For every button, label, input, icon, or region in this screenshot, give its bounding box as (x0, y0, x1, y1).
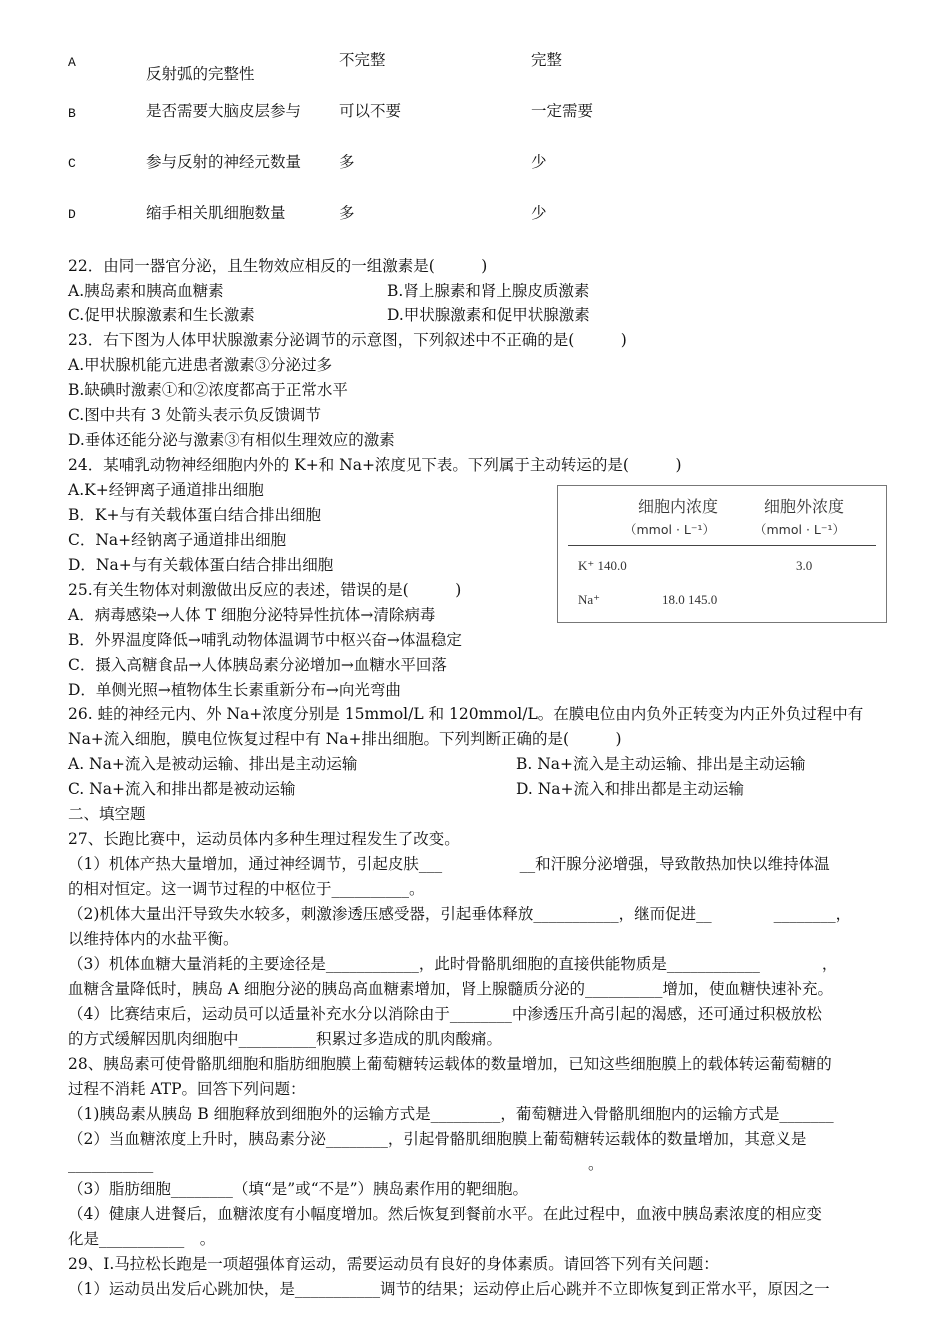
option-col2-d: 少 (531, 204, 547, 222)
q28-stem-line1: 28、胰岛素可使骨骼肌细胞和脂肪细胞膜上葡萄糖转运载体的数量增加，已知这些细胞膜上的载体转运葡萄糖的 (68, 1055, 832, 1073)
option-col2-a: 完整 (531, 51, 563, 69)
q27-part2-line2: 以维持体内的水盐平衡。 (68, 930, 239, 948)
option-col1-d: 多 (339, 204, 355, 222)
option-key-a: A (68, 55, 76, 70)
q24-option-a: A.K+经钾离子通道排出细胞 (68, 481, 264, 499)
option-item-d: 缩手相关肌细胞数量 (146, 204, 286, 222)
q23-option-a: A.甲状腺机能亢进患者激素③分泌过多 (68, 356, 333, 374)
unit-intracellular: （mmol · L⁻¹） (624, 522, 715, 537)
q22-option-b: B.肾上腺素和肾上腺皮质激素 (387, 282, 590, 300)
section-heading: 二、填空题 (68, 805, 146, 823)
option-key-b: B (68, 106, 76, 121)
q25-option-d: D．单侧光照→植物体生长素重新分布→向光弯曲 (68, 681, 401, 699)
q23-stem: 23．右下图为人体甲状腺激素分泌调节的示意图，下列叙述中不正确的是( ) (68, 331, 627, 349)
q23-option-d: D.垂体还能分泌与激素③有相似生理效应的激素 (68, 431, 395, 449)
q24-option-b: B．K+与有关载体蛋白结合排出细胞 (68, 506, 321, 524)
q26-option-b: B. Na+流入是主动运输、排出是主动运输 (516, 755, 806, 773)
q28-stem-line2: 过程不消耗 ATP。回答下列问题： (68, 1080, 306, 1098)
row-k-label: K⁺ 140.0 (578, 558, 627, 573)
q25-option-b: B．外界温度降低→哺乳动物体温调节中枢兴奋→体温稳定 (68, 631, 462, 649)
q26-stem-line1: 26. 蛙的神经元内、外 Na+浓度分别是 15mmol/L 和 120mmol/L。在膜电位由内负外正转变为内正外负过程中有 (68, 705, 864, 723)
q23-option-b: B.缺碘时激素①和②浓度都高于正常水平 (68, 381, 348, 399)
q29-stem: 29、I.马拉松长跑是一项超强体育运动，需要运动员有良好的身体素质。请回答下列有关问题： (68, 1255, 719, 1273)
q25-option-c: C．摄入高糖食品→人体胰岛素分泌增加→血糖水平回落 (68, 656, 447, 674)
q28-part2-end: 。 (588, 1155, 604, 1173)
q25-option-a: A．病毒感染→人体 T 细胞分泌特异性抗体→清除病毒 (68, 606, 436, 624)
option-key-c: C (68, 156, 76, 171)
option-col1-b: 可以不要 (339, 102, 402, 120)
option-key-d: D (68, 207, 76, 222)
q28-part4-line1: （4）健康人进餐后，血糖浓度有小幅度增加。然后恢复到餐前水平。在此过程中，血液中胰岛素浓度的相应变 (68, 1205, 822, 1223)
q27-part1-line1: （1）机体产热大量增加，通过神经调节，引起皮肤___ __和汗腺分泌增强，导致散热加快以维持体温 (68, 855, 830, 873)
q27-part3-line1: （3）机体血糖大量消耗的主要途径是____________，此时骨骼肌细胞的直接供能物质是____________ ， (68, 955, 838, 973)
header-intracellular: 细胞内浓度 (638, 497, 719, 516)
q22-option-d: D.甲状腺激素和促甲状腺激素 (387, 306, 590, 324)
q26-option-d: D. Na+流入和排出都是主动运输 (516, 780, 745, 798)
row-na-label: Na⁺ (578, 592, 601, 607)
ion-concentration-table (557, 485, 887, 623)
q28-part2-blank: ___________ (68, 1155, 154, 1173)
option-col1-c: 多 (339, 153, 355, 171)
q26-stem-line2: Na+流入细胞，膜电位恢复过程中有 Na+排出细胞。下列判断正确的是( ) (68, 730, 622, 748)
option-item-a: 反射弧的完整性 (146, 65, 255, 83)
q27-part3-line2: 血糖含量降低时，胰岛 A 细胞分泌的胰岛高血糖素增加，肾上腺髓质分泌的__________增加，使血糖快速补充。 (68, 980, 834, 998)
unit-extracellular: （mmol · L⁻¹） (754, 522, 845, 537)
q25-stem: 25.有关生物体对刺激做出反应的表述，错误的是( ) (68, 581, 462, 599)
q22-stem: 22．由同一器官分泌，且生物效应相反的一组激素是( ) (68, 257, 488, 275)
q26-option-a: A. Na+流入是被动运输、排出是主动运输 (68, 755, 358, 773)
q27-part4-line2: 的方式缓解因肌肉细胞中__________积累过多造成的肌肉酸痛。 (68, 1030, 503, 1048)
q23-option-c: C.图中共有 3 处箭头表示负反馈调节 (68, 406, 321, 424)
q27-part4-line1: （4）比赛结束后，运动员可以适量补充水分以消除由于________中渗透压升高引起的渴感，还可通过积极放松 (68, 1005, 822, 1023)
table-rule (568, 545, 876, 546)
q24-option-c: C．Na+经钠离子通道排出细胞 (68, 531, 287, 549)
q24-stem: 24．某哺乳动物神经细胞内外的 K+和 Na+浓度见下表。下列属于主动转运的是( ) (68, 456, 682, 474)
option-col1-a: 不完整 (339, 51, 386, 69)
option-item-b: 是否需要大脑皮层参与 (146, 102, 302, 120)
q29-part1: （1）运动员出发后心跳加快，是___________调节的结果；运动停止后心跳并不立即恢复到正常水平，原因之一 (68, 1280, 830, 1298)
option-col2-b: 一定需要 (531, 102, 594, 120)
q28-part1: （1)胰岛素从胰岛 B 细胞释放到细胞外的运输方式是_________，葡萄糖进入骨骼肌细胞内的运输方式是_______ (68, 1105, 834, 1123)
q26-option-c: C. Na+流入和排出都是被动运输 (68, 780, 296, 798)
option-item-c: 参与反射的神经元数量 (146, 153, 302, 171)
q27-part2-line1: （2)机体大量出汗导致失水较多，刺激渗透压感受器，引起垂体释放___________，继而促进__ ________， (68, 905, 852, 923)
q24-option-d: D．Na+与有关载体蛋白结合排出细胞 (68, 556, 334, 574)
q28-part4-line2: 化是___________ 。 (68, 1230, 216, 1248)
row-na-values: 18.0 145.0 (662, 592, 718, 607)
option-col2-c: 少 (531, 153, 547, 171)
q22-option-c: C.促甲状腺激素和生长激素 (68, 306, 255, 324)
q22-option-a: A.胰岛素和胰高血糖素 (68, 282, 224, 300)
row-k-extracellular: 3.0 (796, 558, 813, 573)
q28-part3: （3）脂肪细胞________（填“是”或“不是”）胰岛素作用的靶细胞。 (68, 1180, 529, 1198)
header-extracellular: 细胞外浓度 (764, 497, 845, 516)
q27-part1-line2: 的相对恒定。这一调节过程的中枢位于__________。 (68, 880, 425, 898)
q28-part2-line1: （2）当血糖浓度上升时，胰岛素分泌________，引起骨骼肌细胞膜上葡萄糖转运载体的数量增加，其意义是 (68, 1130, 807, 1148)
q27-stem: 27、长跑比赛中，运动员体内多种生理过程发生了改变。 (68, 830, 460, 848)
